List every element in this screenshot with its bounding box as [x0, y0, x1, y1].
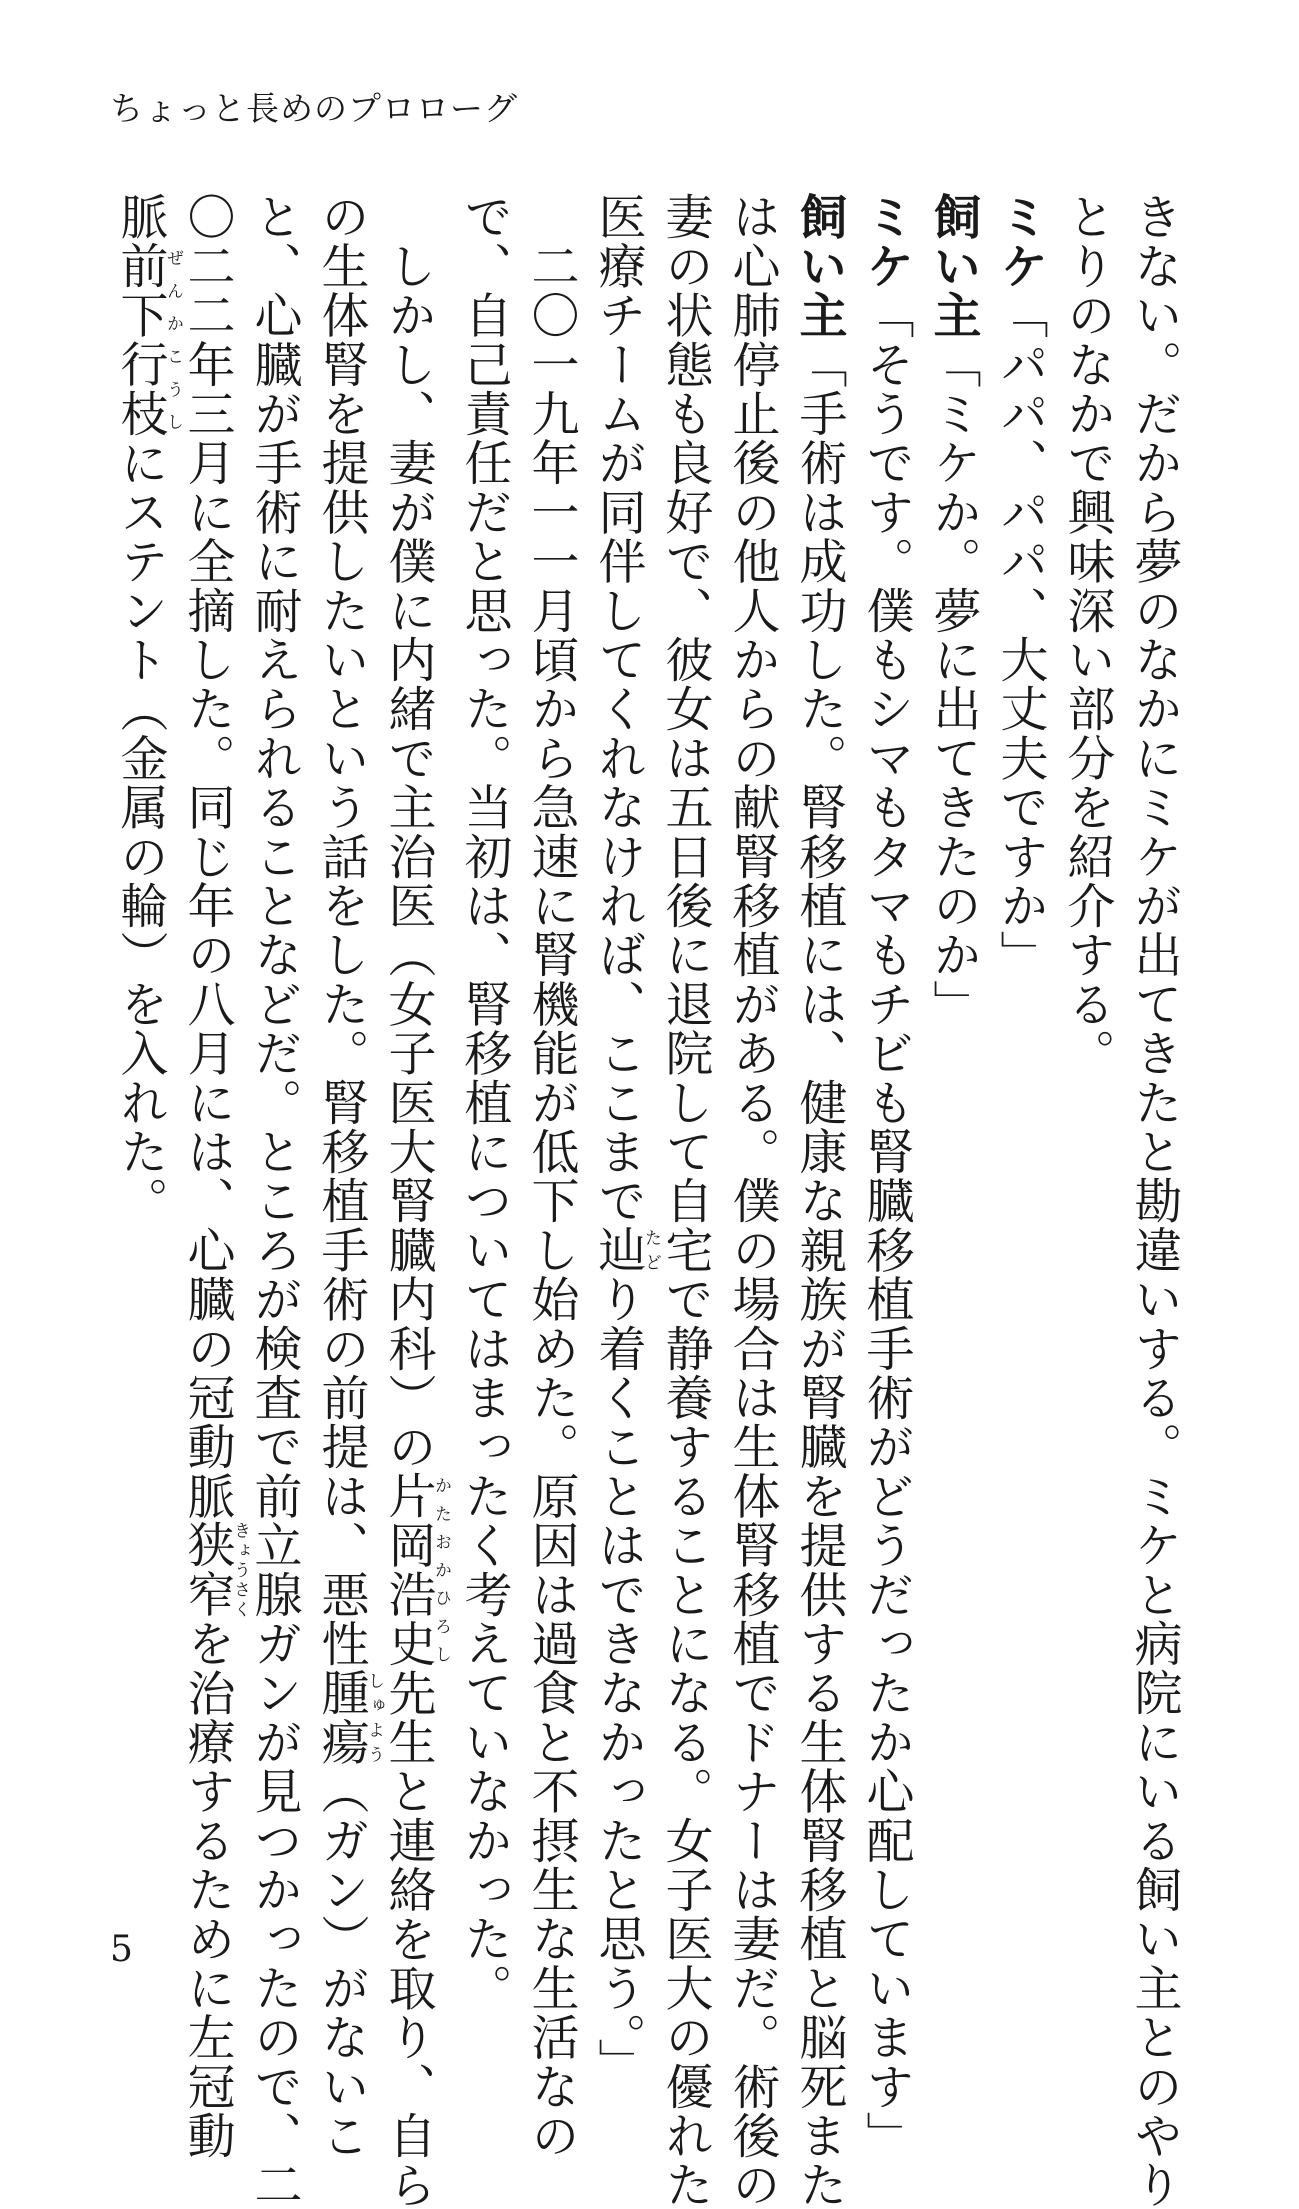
text-line: の生体腎を提供したいという話をした。腎移植手術の前提は、悪性	[313, 192, 369, 1668]
speaker-label: ミケ	[858, 192, 914, 291]
paragraph-narrative-2	[106, 192, 451, 2209]
dialogue-text: 「パパ、パパ、大丈夫ですか」	[992, 290, 1048, 980]
text-line: 二〇一九年一一月頃から急速に腎機能が低下し始めた。原因は過食と不摂生な生活なの	[523, 192, 579, 2160]
ruby-word	[179, 1520, 250, 1619]
text-line: 〇二二年三月に全摘した。同じ年の八月には、心臓の冠動脈	[179, 192, 235, 1521]
text-line: と、心臓が手術に耐えられることなどだ。ところが検査で前立腺ガンが見つかったので、二	[246, 192, 302, 2209]
speaker-label: 飼い主	[791, 192, 847, 340]
ruby-reading: かたおかひろし	[431, 1471, 451, 1668]
ruby-base: 腫瘍	[313, 1668, 369, 1767]
text-line: で、自己責任だと思った。当初は、腎移植についてはまったく考えていなかった。	[456, 192, 512, 2013]
ruby-base: 狭窄	[179, 1520, 235, 1619]
text-line: 脈	[112, 192, 168, 242]
ruby-reading: ぜんかこうし	[163, 241, 183, 438]
ruby-base: 前下行枝	[112, 241, 168, 439]
page-number: 5	[110, 1929, 133, 1970]
ruby-word	[313, 1668, 384, 1767]
text-line: （ガン）がないこ	[313, 1766, 369, 2161]
ruby-word	[590, 1225, 661, 1275]
dialogue-text: 「そうです。僕もシマもタマもチビも腎臓移植手術がどうだったか心配しています」	[858, 290, 914, 2161]
text-line: り着くことはできなかったと思う。」	[590, 1274, 646, 2087]
running-head: ちょっと長めのプロローグ	[110, 89, 518, 128]
ruby-word	[112, 241, 183, 439]
text-line: 先生と連絡を取り、自ら	[380, 1668, 436, 2209]
text-line: にステント（金属の輪）を入れた。	[112, 438, 168, 1226]
text-line: しかし、妻が僕に内緒で主治医（女子医大腎臓内科）の	[380, 192, 436, 1472]
dialogue-mike-2	[852, 192, 919, 2161]
paragraph-intro	[1053, 192, 1187, 2209]
paragraph-narrative-1	[450, 192, 584, 2160]
text-line: とりのなかで興味深い部分を紹介する。	[1059, 192, 1115, 1078]
dialogue-owner-2	[584, 192, 852, 2209]
body-text	[106, 192, 1187, 2209]
dialogue-owner-1	[919, 192, 986, 1852]
ruby-reading: たど	[641, 1225, 661, 1275]
text-line: 医療チームが同伴してくれなければ、ここまで	[590, 192, 646, 1226]
text-line: を治療するために左冠動	[179, 1618, 235, 2161]
ruby-reading: きょうさく	[230, 1520, 250, 1619]
text-line: 「手術は成功した。腎移植には、健康な親族が腎臓を提供する生体腎移植と脳死また	[791, 339, 847, 2209]
dialogue-mike-1	[986, 192, 1053, 1852]
dialogue-text: 「ミケか。夢に出てきたのか」	[925, 339, 981, 1029]
ruby-base: 片岡浩史	[380, 1471, 436, 1669]
text-line: は心肺停止後の他人からの献腎移植がある。僕の場合は生体腎移植でドナーは妻だ。術後の	[724, 192, 780, 2209]
text-line: きない。だから夢のなかにミケが出てきたと勘違いする。ミケと病院にいる飼い主とのやり	[1126, 192, 1182, 2209]
ruby-reading: しゅよう	[364, 1668, 384, 1767]
speaker-label: 飼い主	[925, 192, 981, 340]
speaker-label: ミケ	[992, 192, 1048, 291]
text-line: 妻の状態も良好で、彼女は五日後に退院して自宅で静養することになる。女子医大の優れた	[657, 192, 713, 2209]
ruby-base: 辿	[590, 1225, 646, 1275]
ruby-word	[380, 1471, 451, 1669]
